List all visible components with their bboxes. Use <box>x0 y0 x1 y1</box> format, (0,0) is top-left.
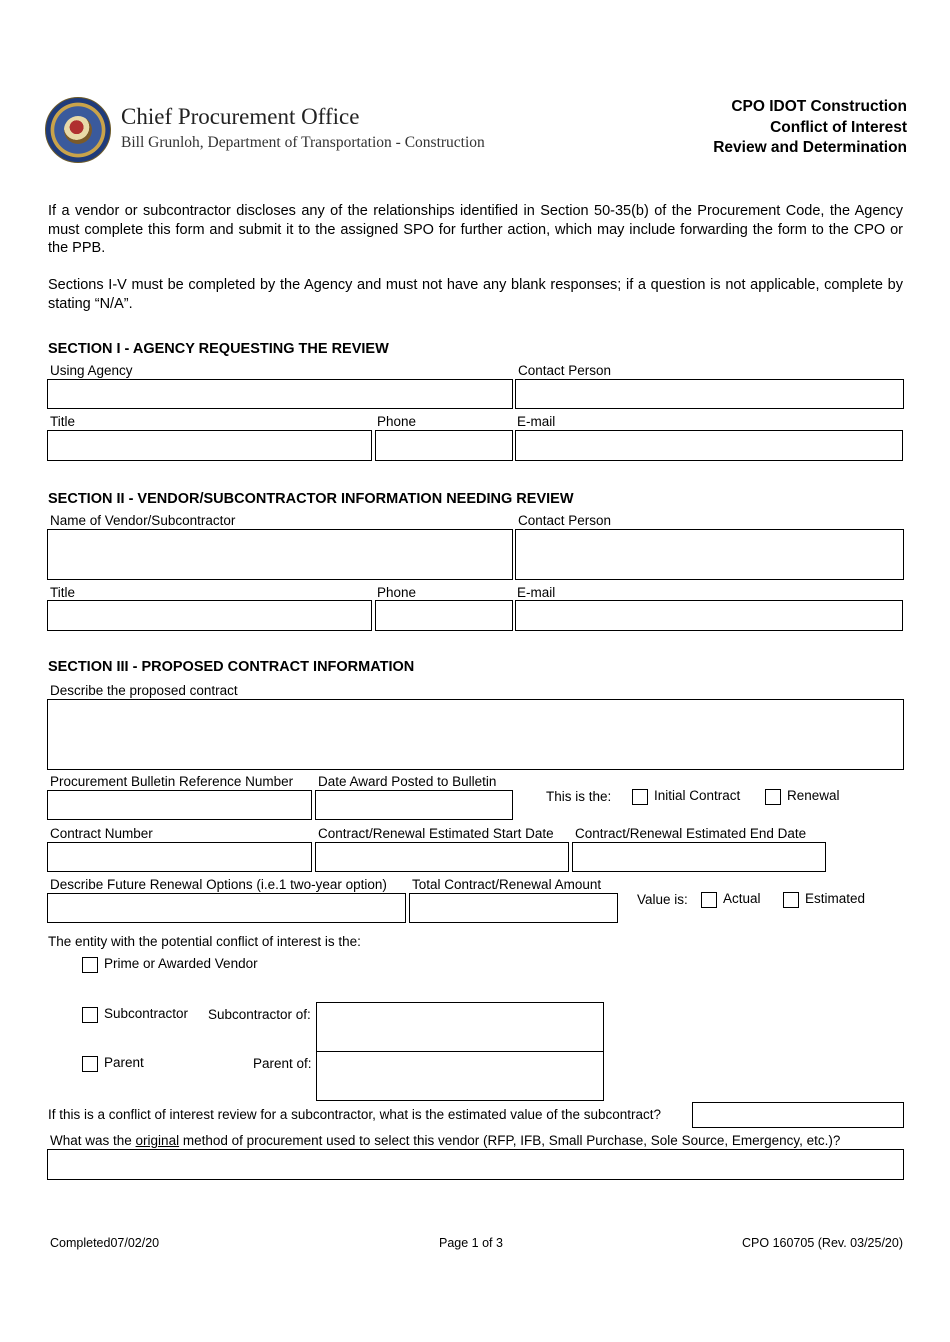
describe-contract-label: Describe the proposed contract <box>50 683 238 698</box>
initial-contract-checkbox[interactable] <box>632 789 648 805</box>
doc-title-line2: Conflict of Interest <box>770 118 907 136</box>
contract-number-label: Contract Number <box>50 826 153 841</box>
date-award-label: Date Award Posted to Bulletin <box>318 774 497 789</box>
email-field[interactable] <box>515 430 903 461</box>
vendor-contact-person-label: Contact Person <box>518 513 612 528</box>
estimated-label: Estimated <box>805 891 866 906</box>
document-title <box>713 97 907 159</box>
phone-field[interactable] <box>375 430 513 461</box>
bulletin-ref-label: Procurement Bulletin Reference Number <box>50 774 294 789</box>
parent-of-label: Parent of: <box>253 1056 312 1071</box>
this-is-the-label: This is the: <box>546 789 612 804</box>
method-question-underlined: original <box>135 1133 180 1148</box>
vendor-name-label: Name of Vendor/Subcontractor <box>50 513 236 528</box>
total-amount-field[interactable] <box>409 893 618 923</box>
office-title: Chief Procurement Office <box>121 104 360 129</box>
parent-checkbox[interactable] <box>82 1056 98 1072</box>
vendor-phone-field[interactable] <box>375 600 513 631</box>
start-date-field[interactable] <box>315 842 569 872</box>
vendor-email-field[interactable] <box>515 600 903 631</box>
prime-vendor-label: Prime or Awarded Vendor <box>104 956 258 971</box>
describe-contract-field[interactable] <box>47 699 904 770</box>
illinois-seal-logo <box>45 97 111 163</box>
renewal-options-label: Describe Future Renewal Options (i.e.1 two-year option) <box>50 877 387 892</box>
estimated-checkbox[interactable] <box>783 892 799 908</box>
method-field[interactable] <box>47 1149 904 1180</box>
subcontractor-label: Subcontractor <box>104 1006 189 1021</box>
doc-title-line1: CPO IDOT Construction <box>731 98 907 115</box>
start-date-label: Contract/Renewal Estimated Start Date <box>318 826 554 841</box>
subcontract-value-field[interactable] <box>692 1102 904 1128</box>
renewal-options-field[interactable] <box>47 893 406 923</box>
vendor-title-field[interactable] <box>47 600 372 631</box>
method-question-suffix: method of procurement used to select this vendor (RFP, IFB, Small Purchase, Sole Source, Emergency, etc.)? <box>179 1133 841 1148</box>
contact-person-label: Contact Person <box>518 363 612 378</box>
using-agency-field[interactable] <box>47 379 513 409</box>
subcontractor-of-label: Subcontractor of: <box>208 1007 311 1022</box>
subcontractor-checkbox[interactable] <box>82 1007 98 1023</box>
completed-date: Completed07/02/20 <box>50 1236 160 1250</box>
subcontract-value-question: If this is a conflict of interest review for a subcontractor, what is the estimated value of the subcontract? <box>48 1107 662 1122</box>
actual-checkbox[interactable] <box>701 892 717 908</box>
value-is-label: Value is: <box>637 892 688 907</box>
title-label: Title <box>50 414 76 429</box>
end-date-label: Contract/Renewal Estimated End Date <box>575 826 807 841</box>
email-label: E-mail <box>517 414 556 429</box>
parent-label: Parent <box>104 1055 144 1070</box>
end-date-field[interactable] <box>572 842 826 872</box>
prime-vendor-checkbox[interactable] <box>82 957 98 973</box>
title-field[interactable] <box>47 430 372 461</box>
method-question-prefix: What was the <box>50 1133 136 1148</box>
section-3-heading: SECTION III - PROPOSED CONTRACT INFORMATION <box>48 659 415 675</box>
vendor-phone-label: Phone <box>377 585 417 600</box>
renewal-label: Renewal <box>787 788 840 803</box>
contact-person-field[interactable] <box>515 379 904 409</box>
doc-title-line3: Review and Determination <box>713 139 907 156</box>
entity-question: The entity with the potential conflict of interest is the: <box>48 934 361 949</box>
method-question <box>50 1133 840 1148</box>
subcontractor-of-field[interactable] <box>316 1002 604 1052</box>
total-amount-label: Total Contract/Renewal Amount <box>412 877 602 892</box>
parent-of-field[interactable] <box>316 1051 604 1101</box>
phone-label: Phone <box>377 414 417 429</box>
contract-number-field[interactable] <box>47 842 312 872</box>
vendor-contact-person-field[interactable] <box>515 529 904 580</box>
using-agency-label: Using Agency <box>50 363 133 378</box>
renewal-checkbox[interactable] <box>765 789 781 805</box>
form-number: CPO 160705 (Rev. 03/25/20) <box>742 1236 903 1250</box>
page-number: Page 1 of 3 <box>439 1236 503 1250</box>
intro-paragraph-1: If a vendor or subcontractor discloses any of the relationships identified in Section 50-35(b) of the Procurement Code, the Agency must complete this form and submit it to the assigned SPO for further action, which may include forwarding the form to the CPO or the PPB. <box>48 203 903 256</box>
vendor-email-label: E-mail <box>517 585 556 600</box>
intro-paragraph-2: Sections I-V must be completed by the Agency and must not have any blank responses; if a question is not applicable, complete by stating “N/A”. <box>48 277 903 312</box>
section-1-heading: SECTION I - AGENCY REQUESTING THE REVIEW <box>48 341 389 357</box>
actual-label: Actual <box>723 891 761 906</box>
bulletin-ref-field[interactable] <box>47 790 312 820</box>
section-2-heading: SECTION II - VENDOR/SUBCONTRACTOR INFORMATION NEEDING REVIEW <box>48 491 574 507</box>
vendor-title-label: Title <box>50 585 76 600</box>
office-subtitle: Bill Grunloh, Department of Transportation - Construction <box>121 134 485 151</box>
initial-contract-label: Initial Contract <box>654 788 741 803</box>
date-award-field[interactable] <box>315 790 513 820</box>
vendor-name-field[interactable] <box>47 529 513 580</box>
